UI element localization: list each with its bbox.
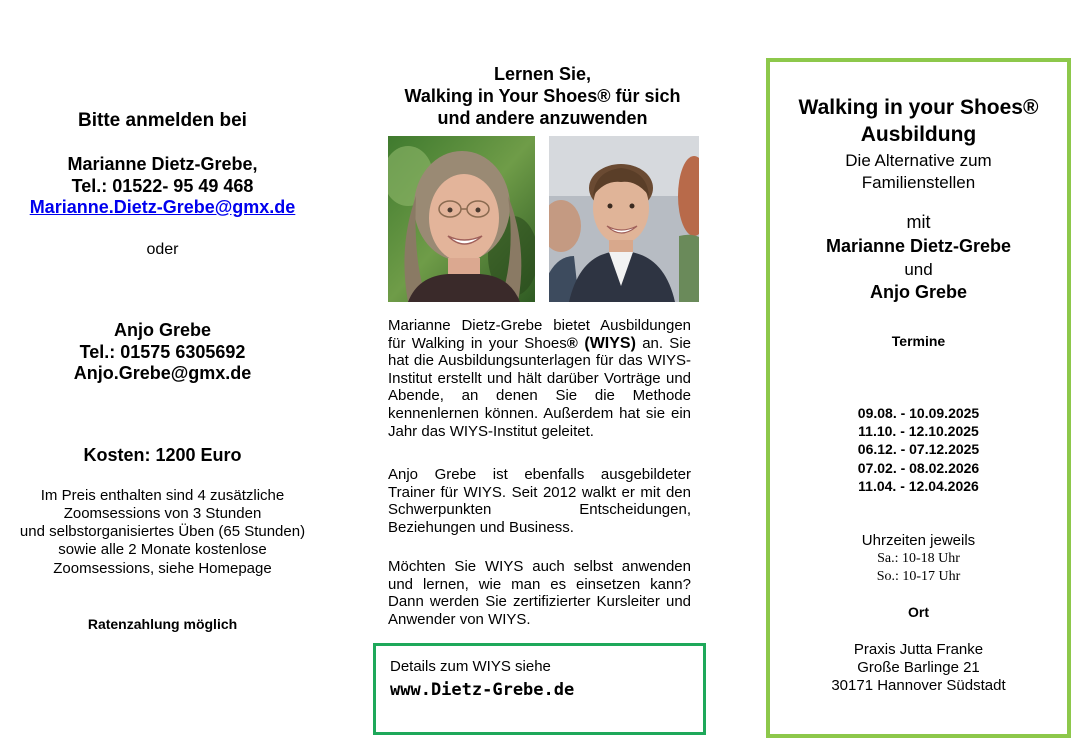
- title-line1: Walking in your Shoes®: [798, 96, 1039, 119]
- location-street: Große Barlinge 21: [857, 659, 980, 676]
- contact1-email-link[interactable]: Marianne.Dietz-Grebe@gmx.de: [29, 197, 296, 217]
- details-box: [373, 643, 706, 735]
- contact1-name: Marianne Dietz-Grebe,: [67, 154, 258, 174]
- location-name: Praxis Jutta Franke: [853, 641, 984, 658]
- location-city: 30171 Hannover Südstadt: [831, 677, 1006, 694]
- cost-text: Kosten: 1200 Euro: [83, 445, 242, 465]
- paragraph-marianne-text: Marianne Dietz-Grebe bietet Ausbildungen für Walking in your Shoes: [388, 317, 691, 352]
- portrait-photo-anjo: [549, 136, 699, 302]
- dates-heading: Termine: [891, 333, 946, 349]
- installments-note: Ratenzahlung möglich: [87, 616, 238, 632]
- wiys-abbreviation: (WIYS): [577, 334, 636, 352]
- subtitle-line1: Die Alternative zum: [845, 151, 992, 170]
- title-line2: Ausbildung: [860, 123, 977, 146]
- times-saturday: Sa.: 10-18 Uhr: [877, 551, 960, 566]
- location-heading: Ort: [908, 604, 929, 620]
- contact2-email: Anjo.Grebe@gmx.de: [73, 363, 252, 383]
- contact2-phone: Tel.: 01575 6305692: [79, 342, 246, 362]
- middle-panel: [370, 0, 715, 753]
- date-item: 11.04. - 12.04.2026: [858, 478, 979, 494]
- middle-heading-line: Walking in Your Shoes® für sich: [404, 86, 681, 106]
- date-item: 11.10. - 12.10.2025: [858, 423, 979, 439]
- left-panel: [0, 0, 325, 753]
- date-item: 06.12. - 07.12.2025: [857, 441, 980, 457]
- paragraph-marianne-text-end: an. Sie hat die Ausbildungsunterlagen für das WIYS-Institut erstellt und hält darüber Vorträge und Abende, an denen Sie die Methode kennenlernen können. Außerdem hat sie ein Jahr das WIYS-Institut geleitet.: [388, 334, 691, 440]
- paragraph-anjo: Anjo Grebe ist ebenfalls ausgebildeter Trainer für WIYS. Seit 2012 walkt er mit den Schwerpunkten Entscheidungen, Beziehungen und Business.: [388, 466, 691, 536]
- included-line: und selbstorganisiertes Üben (65 Stunden): [19, 523, 306, 540]
- middle-heading-line: und andere anzuwenden: [437, 108, 648, 128]
- or-text: oder: [146, 241, 179, 258]
- portrait-photo-marianne: [388, 136, 535, 302]
- subtitle-line2: Familienstellen: [861, 173, 976, 192]
- contact2-name: Anjo Grebe: [113, 320, 211, 340]
- middle-heading-line: Lernen Sie,: [493, 64, 592, 84]
- trainer1-name: Marianne Dietz-Grebe: [825, 236, 1012, 256]
- times-heading: Uhrzeiten jeweils: [861, 532, 976, 549]
- with-text: mit: [906, 212, 931, 232]
- included-line: Zoomsessions von 3 Stunden: [63, 505, 262, 522]
- details-label: Details zum WIYS siehe: [390, 658, 551, 675]
- registered-mark: ®: [566, 334, 578, 352]
- paragraph-marianne: [388, 317, 691, 440]
- trainer2-name: Anjo Grebe: [869, 282, 967, 302]
- middle-heading: [370, 63, 715, 129]
- paragraph-invitation: Möchten Sie WIYS auch selbst anwenden und lernen, wie man es einsetzen kann? Dann werden Sie zertifizierter Kursleiter und Anwender von WIYS.: [388, 558, 691, 628]
- right-panel: [766, 58, 1071, 738]
- website-link[interactable]: www.Dietz-Grebe.de: [390, 680, 575, 700]
- register-heading: Bitte anmelden bei: [78, 110, 247, 131]
- included-line: sowie alle 2 Monate kostenlose: [58, 541, 267, 558]
- and-text: und: [904, 260, 933, 279]
- date-item: 09.08. - 10.09.2025: [857, 405, 980, 421]
- included-line: Im Preis enthalten sind 4 zusätzliche: [40, 487, 285, 504]
- included-line: Zoomsessions, siehe Homepage: [53, 560, 272, 577]
- date-item: 07.02. - 08.02.2026: [857, 460, 980, 476]
- times-sunday: So.: 10-17 Uhr: [876, 569, 961, 584]
- contact1-phone: Tel.: 01522- 95 49 468: [71, 176, 254, 196]
